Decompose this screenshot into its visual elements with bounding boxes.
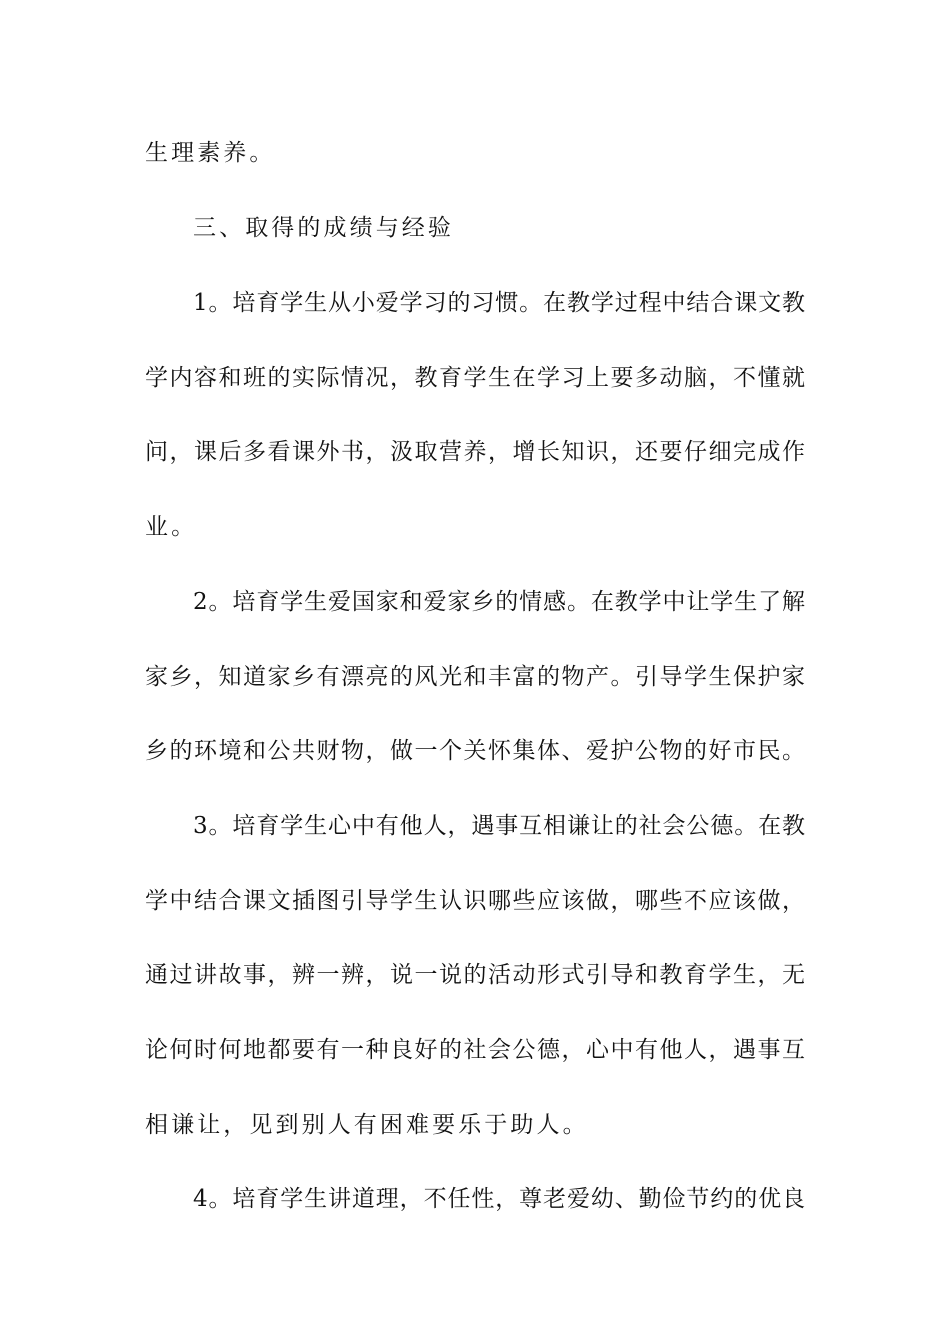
text-line: 学内容和班的实际情况，教育学生在学习上要多动脑，不懂就 [145,365,805,391]
text-line: 通过讲故事，辨一辨，说一说的活动形式引导和教育学生，无 [145,962,805,988]
text-line: 家乡，知道家乡有漂亮的风光和丰富的物产。引导学生保护家 [145,664,805,690]
text-line: 1。培育学生从小爱学习的习惯。在教学过程中结合课文教 [193,290,805,316]
text-line: 3。培育学生心中有他人，遇事互相谦让的社会公德。在教 [193,813,805,839]
text-line: 学中结合课文插图引导学生认识哪些应该做，哪些不应该做， [145,888,805,914]
text-line: 论何时何地都要有一种良好的社会公德，心中有他人，遇事互 [145,1037,805,1063]
text-line: 2。培育学生爱国家和爱家乡的情感。在教学中让学生了解 [193,589,805,615]
text-line: 生理素养。 [145,140,276,166]
text-line: 4。培育学生讲道理，不任性，尊老爱幼、勤俭节约的优良 [193,1186,805,1212]
text-line: 相谦让，见到别人有困难要乐于助人。 [145,1112,589,1138]
text-line: 业。 [145,514,198,540]
section-heading: 三、取得的成绩与经验 [193,215,454,241]
text-line: 乡的环境和公共财物，做一个关怀集体、爱护公物的好市民。 [145,738,805,764]
text-line: 问，课后多看课外书，汲取营养，增长知识，还要仔细完成作 [145,439,805,465]
